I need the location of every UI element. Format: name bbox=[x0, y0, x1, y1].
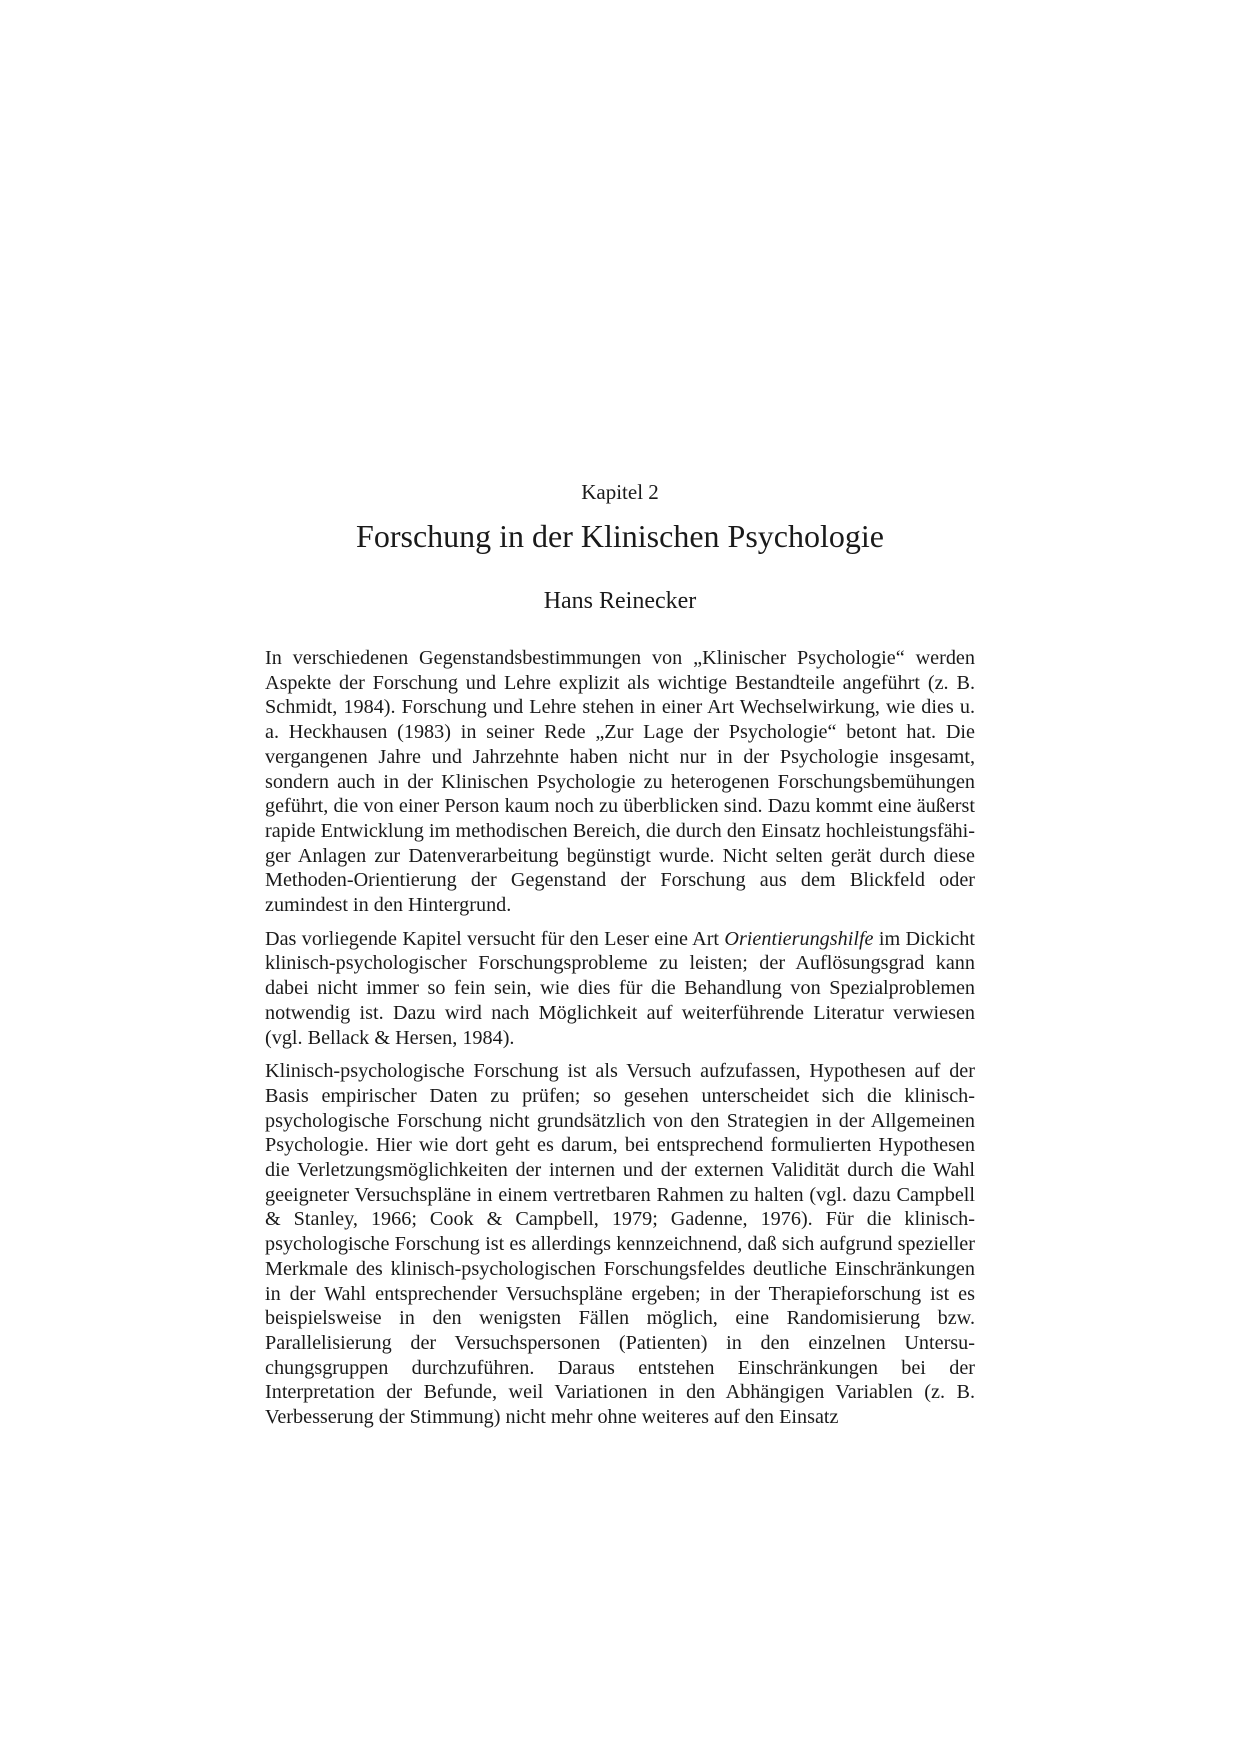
emphasis-orientierungshilfe: Orientierungshilfe bbox=[724, 927, 874, 950]
paragraph-2-start: Das vorliegende Kapitel versucht für den Leser eine Art bbox=[265, 927, 725, 950]
paragraph-2-end: im Dickicht klinisch-psychologischer Forschungsprobleme zu leisten; der Auflösungsgrad kann dabei nicht immer so fein sein, wie dies für die Behandlung von Spezialproblemen notwendig ist. Dazu wird nach Möglichkeit auf weiterführende Literatur verwiesen (vgl. Bellack & Hersen, 1984). bbox=[265, 927, 975, 1049]
chapter-title: Forschung in der Klinischen Psychologie bbox=[356, 518, 884, 554]
chapter-label: Kapitel 2 bbox=[581, 480, 659, 504]
paragraph-3: Klinisch-psychologische Forschung ist als Versuch aufzufassen, Hypothesen auf der Basis empirischer Daten zu prüfen; so gesehen unterscheidet sich die klinisch-psychologische Forschung nicht grundsätzlich von den Strategien in der Allgemeinen Psychologie. Hier wie dort geht es darum, bei entsprechend formulierten Hypothesen die Verletzungsmöglichkeiten der internen und der externen Validität durch die Wahl geeigneter Versuchspläne in einem vertretbaren Rahmen zu halten (vgl. dazu Campbell & Stanley, 1966; Cook & Campbell, 1979; Gadenne, 1976). Für die klinisch-psychologische Forschung ist es allerdings kennzeichnend, daß sich aufgrund spezieller Merkmale des klinisch-psychologischen Forschungsfeldes deutliche Einschränkungen in der Wahl entsprechender Versuchspläne ergeben; in der Therapieforschung ist es beispielsweise in den wenigsten Fällen möglich, eine Randomisierung bzw. Parallelisierung der Versuchspersonen (Patienten) in den einzelnen Untersuchungsgruppen durchzuführen. Daraus entstehen Einschränkungen bei der Interpretation der Befunde, weil Variationen in den Abhängigen Variablen (z. B. Verbesserung der Stimmung) nicht mehr ohne weiteres auf den Einsatz bbox=[265, 1060, 975, 1429]
paragraph-2 bbox=[265, 927, 975, 1051]
paragraph-1: In verschiedenen Gegenstandsbestimmungen von „Klinischer Psychologie“ werden Aspekte der Forschung und Lehre explizit als wichtige Bestandteile angeführt (z. B. Schmidt, 1984). Forschung und Lehre stehen in einer Art Wechselwirkung, wie dies u. a. Heckhausen (1983) in seiner Rede „Zur Lage der Psychologie“ betont hat. Die vergangenen Jahre und Jahrzehnte haben nicht nur in der Psychologie insgesamt, sondern auch in der Klinischen Psychologie zu heterogenen Forschungsbemühungen geführt, die von einer Person kaum noch zu überblicken sind. Dazu kommt eine äußerst rapide Entwicklung im methodischen Bereich, die durch den Einsatz hochleistungsfähiger Anlagen zur Datenverarbeitung begünstigt wurde. Nicht selten gerät durch diese Methoden-Orientierung der Gegenstand der Forschung aus dem Blickfeld oder zumindest in den Hintergrund. bbox=[265, 647, 975, 917]
body-text bbox=[265, 646, 975, 1439]
author-name: Hans Reinecker bbox=[543, 588, 697, 614]
